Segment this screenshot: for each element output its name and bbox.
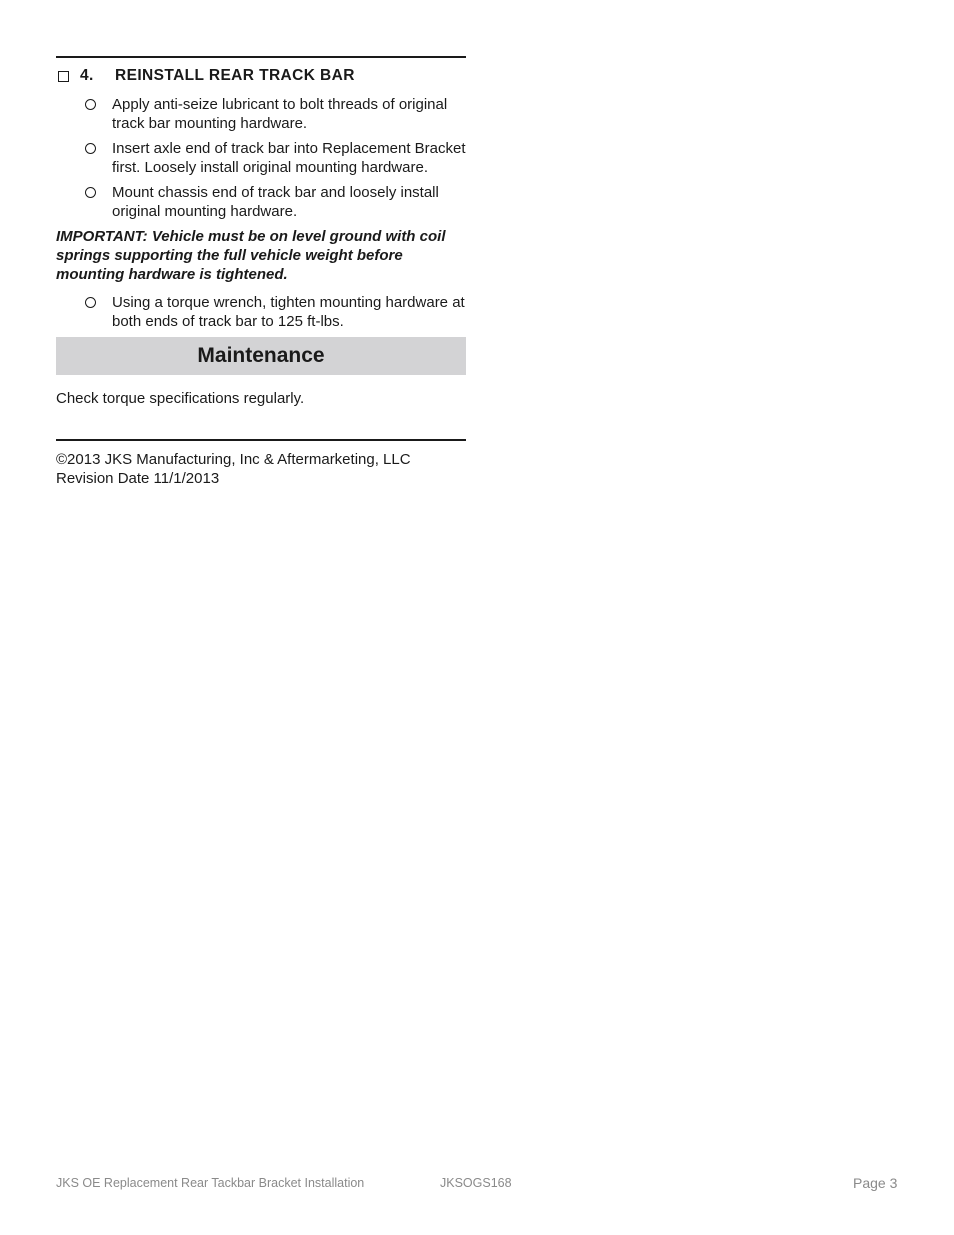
step-number: 4.	[80, 67, 94, 84]
circle-bullet-icon	[85, 143, 96, 154]
page-number: Page 3	[853, 1175, 898, 1191]
circle-bullet-icon	[85, 187, 96, 198]
list-item	[56, 183, 466, 221]
bullet-text: Using a torque wrench, tighten mounting hardware at both ends of track bar to 125 ft-lbs.	[112, 294, 465, 330]
revision-date: Revision Date 11/1/2013	[56, 470, 220, 487]
bullet-text: Apply anti-seize lubricant to bolt threads of original track bar mounting hardware.	[112, 96, 448, 132]
bottom-rule	[56, 439, 466, 441]
circle-bullet-icon	[85, 297, 96, 308]
step-heading	[56, 66, 466, 86]
footer-code: JKSOGS168	[440, 1176, 512, 1190]
bullet-list-after	[56, 293, 466, 331]
list-item	[56, 293, 466, 331]
circle-bullet-icon	[85, 99, 96, 110]
main-column	[56, 56, 466, 488]
list-item	[56, 95, 466, 133]
top-rule	[56, 56, 466, 58]
copyright-block	[56, 450, 466, 488]
list-item	[56, 139, 466, 177]
bullet-list-before	[56, 95, 466, 221]
maintenance-text: Check torque specifications regularly.	[56, 390, 305, 407]
bullet-text: Mount chassis end of track bar and loosely install original mounting hardware.	[112, 184, 439, 220]
step-title: REINSTALL REAR TRACK BAR	[115, 67, 355, 84]
copyright-line: ©2013 JKS Manufacturing, Inc & Aftermarketing, LLC	[56, 451, 411, 468]
checkbox-icon[interactable]	[58, 71, 69, 82]
bullet-text: Insert axle end of track bar into Replacement Bracket first. Loosely install original mounting hardware.	[112, 140, 466, 176]
maintenance-heading: Maintenance	[56, 337, 466, 375]
footer-title: JKS OE Replacement Rear Tackbar Bracket Installation	[56, 1176, 365, 1190]
important-note: IMPORTANT: Vehicle must be on level ground with coil springs supporting the full vehicle weight before mounting hardware is tightened.	[56, 228, 446, 283]
